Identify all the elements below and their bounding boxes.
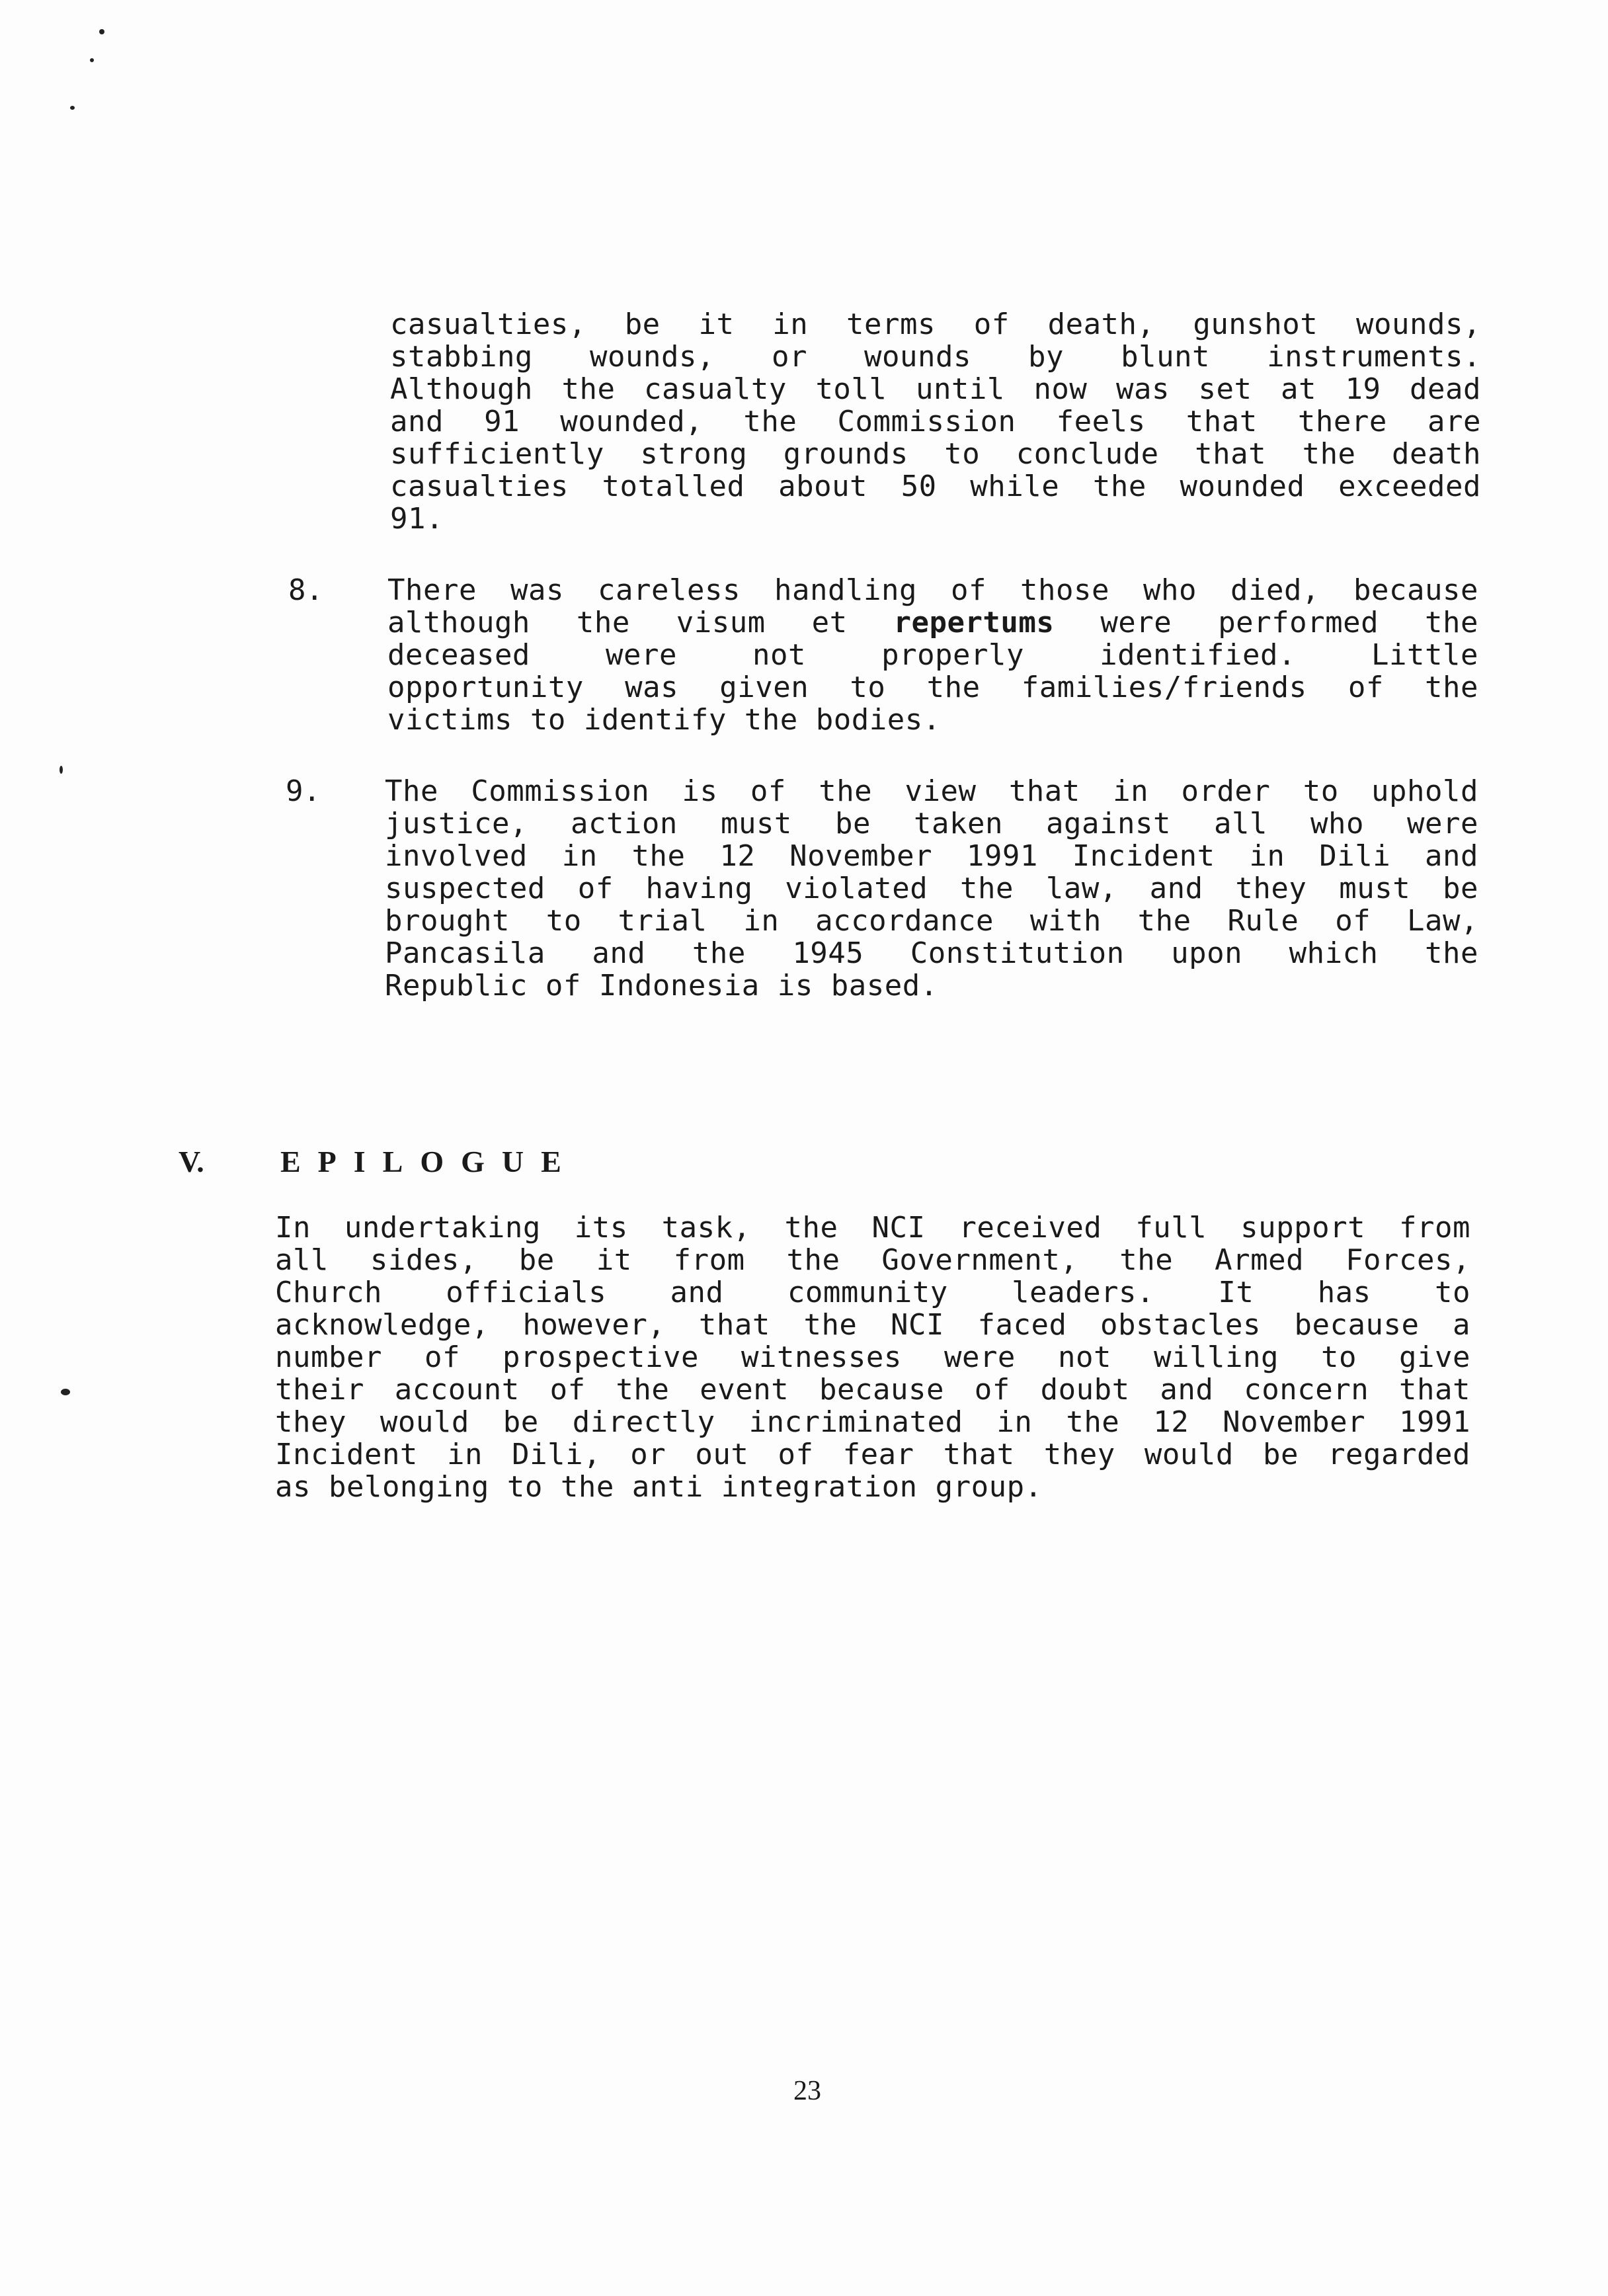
scan-speck [70, 106, 75, 110]
text-line: Although the casualty toll until now was set at 19 dead [390, 372, 1481, 406]
item-8-paragraph [387, 574, 1478, 736]
text-line: deceased were not properly identified. Little [387, 638, 1478, 672]
page-number: 23 [793, 2076, 821, 2106]
text-line: sufficiently strong grounds to conclude that the death [390, 437, 1481, 471]
text-line: The Commission is of the view that in order to uphold [385, 774, 1478, 808]
item-9-paragraph [385, 775, 1478, 1002]
text-line: opportunity was given to the families/friends of the [387, 671, 1478, 704]
section-number: V. [179, 1145, 204, 1178]
text-line: casualties, be it in terms of death, gunshot wounds, [390, 308, 1481, 341]
item-number: 9. [286, 774, 321, 808]
text-line: their account of the event because of doubt and concern that [275, 1373, 1470, 1407]
text-line: as belonging to the anti integration group. [275, 1470, 1043, 1504]
text-line: Incident in Dili, or out of fear that they would be regarded [275, 1438, 1470, 1471]
scan-speck [90, 58, 94, 62]
text-line: suspected of having violated the law, and they must be [385, 872, 1478, 905]
section-title: EPILOGUE [280, 1145, 579, 1178]
text-line: they would be directly incriminated in the 12 November 1991 [275, 1405, 1470, 1439]
epilogue-paragraph [275, 1211, 1470, 1503]
text-segment: were performed the [1054, 606, 1478, 639]
scan-speck [61, 1389, 70, 1395]
scan-speck [60, 766, 63, 774]
text-line: all sides, be it from the Government, the Armed Forces, [275, 1243, 1470, 1277]
text-line: stabbing wounds, or wounds by blunt instruments. [390, 340, 1481, 374]
text-line: acknowledge, however, that the NCI faced obstacles because a [275, 1308, 1470, 1342]
text-line: brought to trial in accordance with the Rule of Law, [385, 904, 1478, 938]
continued-paragraph [390, 308, 1481, 535]
text-line: justice, action must be taken against all who were [385, 807, 1478, 840]
text-line: In undertaking its task, the NCI received full support from [275, 1211, 1470, 1245]
text-line: Church officials and community leaders. It has to [275, 1276, 1470, 1309]
scan-speck [99, 29, 104, 34]
text-line: victims to identify the bodies. [387, 703, 941, 737]
text-line: There was careless handling of those who died, because [387, 573, 1478, 607]
bold-term: repertums [893, 606, 1055, 639]
text-line: casualties totalled about 50 while the wounded exceeded [390, 470, 1481, 503]
text-line: number of prospective witnesses were not willing to give [275, 1340, 1470, 1374]
item-number: 8. [288, 573, 323, 607]
text-line: involved in the 12 November 1991 Incident in Dili and [385, 839, 1478, 873]
text-line [387, 606, 1478, 639]
text-line: Republic of Indonesia is based. [385, 969, 938, 1003]
text-line: and 91 wounded, the Commission feels that there are [390, 405, 1481, 438]
text-line: 91. [390, 502, 444, 536]
text-segment: although the visum et [387, 606, 894, 639]
text-line: Pancasila and the 1945 Constitution upon which the [385, 936, 1478, 970]
